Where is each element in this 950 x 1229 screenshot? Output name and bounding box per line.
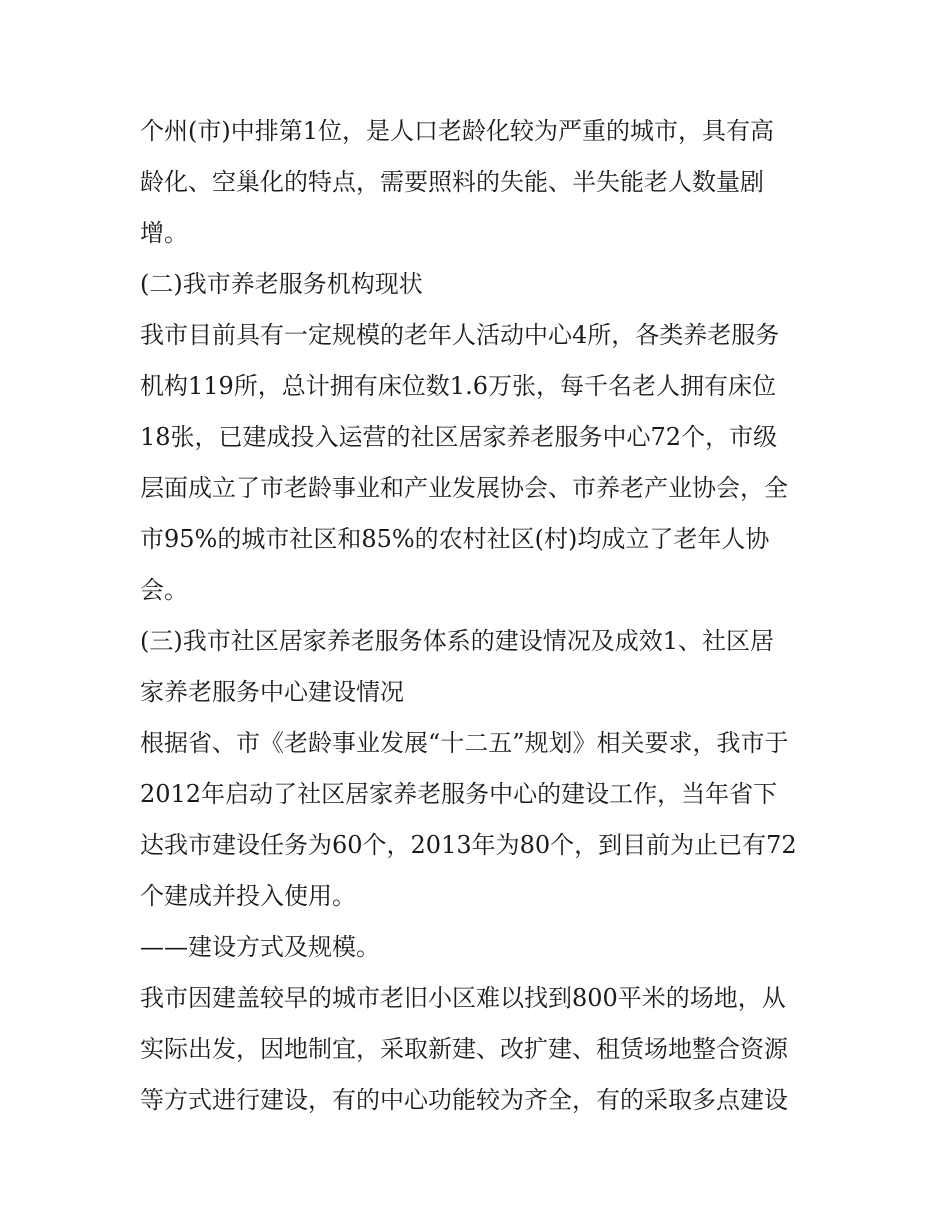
text-line: 层面成立了市老龄事业和产业发展协会、市养老产业协会，全 [140, 474, 788, 502]
text-line: 龄化、空巢化的特点，需要照料的失能、半失能老人数量剧 [140, 168, 764, 196]
text-line: 会。 [140, 576, 188, 604]
section-heading: (二)我市养老服务机构现状 [140, 270, 423, 298]
text-line: 达我市建设任务为60个，2013年为80个，到目前为止已有72 [140, 831, 797, 859]
text-line: 根据省、市《老龄事业发展“十二五”规划》相关要求，我市于 [140, 729, 789, 757]
text-line: 等方式进行建设，有的中心功能较为齐全，有的采取多点建设 [140, 1086, 788, 1114]
document-body [140, 106, 815, 1126]
section-heading: 家养老服务中心建设情况 [140, 678, 404, 706]
text-line: 实际出发，因地制宜，采取新建、改扩建、租赁场地整合资源 [140, 1035, 788, 1063]
text-line: 个州(市)中排第1位，是人口老龄化较为严重的城市，具有高 [140, 117, 774, 145]
text-line: 机构119所，总计拥有床位数1.6万张，每千名老人拥有床位 [140, 372, 776, 400]
text-line: 我市目前具有一定规模的老年人活动中心4所，各类养老服务 [140, 321, 780, 349]
text-line: 个建成并投入使用。 [140, 882, 356, 910]
text-line: 2012年启动了社区居家养老服务中心的建设工作，当年省下 [140, 780, 778, 808]
text-line: 18张，已建成投入运营的社区居家养老服务中心72个，市级 [140, 423, 778, 451]
subsection-heading: ——建设方式及规模。 [140, 933, 380, 961]
section-heading: (三)我市社区居家养老服务体系的建设情况及成效1、社区居 [140, 627, 774, 655]
text-line: 市95%的城市社区和85%的农村社区(村)均成立了老年人协 [140, 525, 770, 553]
text-line: 我市因建盖较早的城市老旧小区难以找到800平米的场地，从 [140, 984, 786, 1012]
text-line: 增。 [140, 219, 188, 247]
